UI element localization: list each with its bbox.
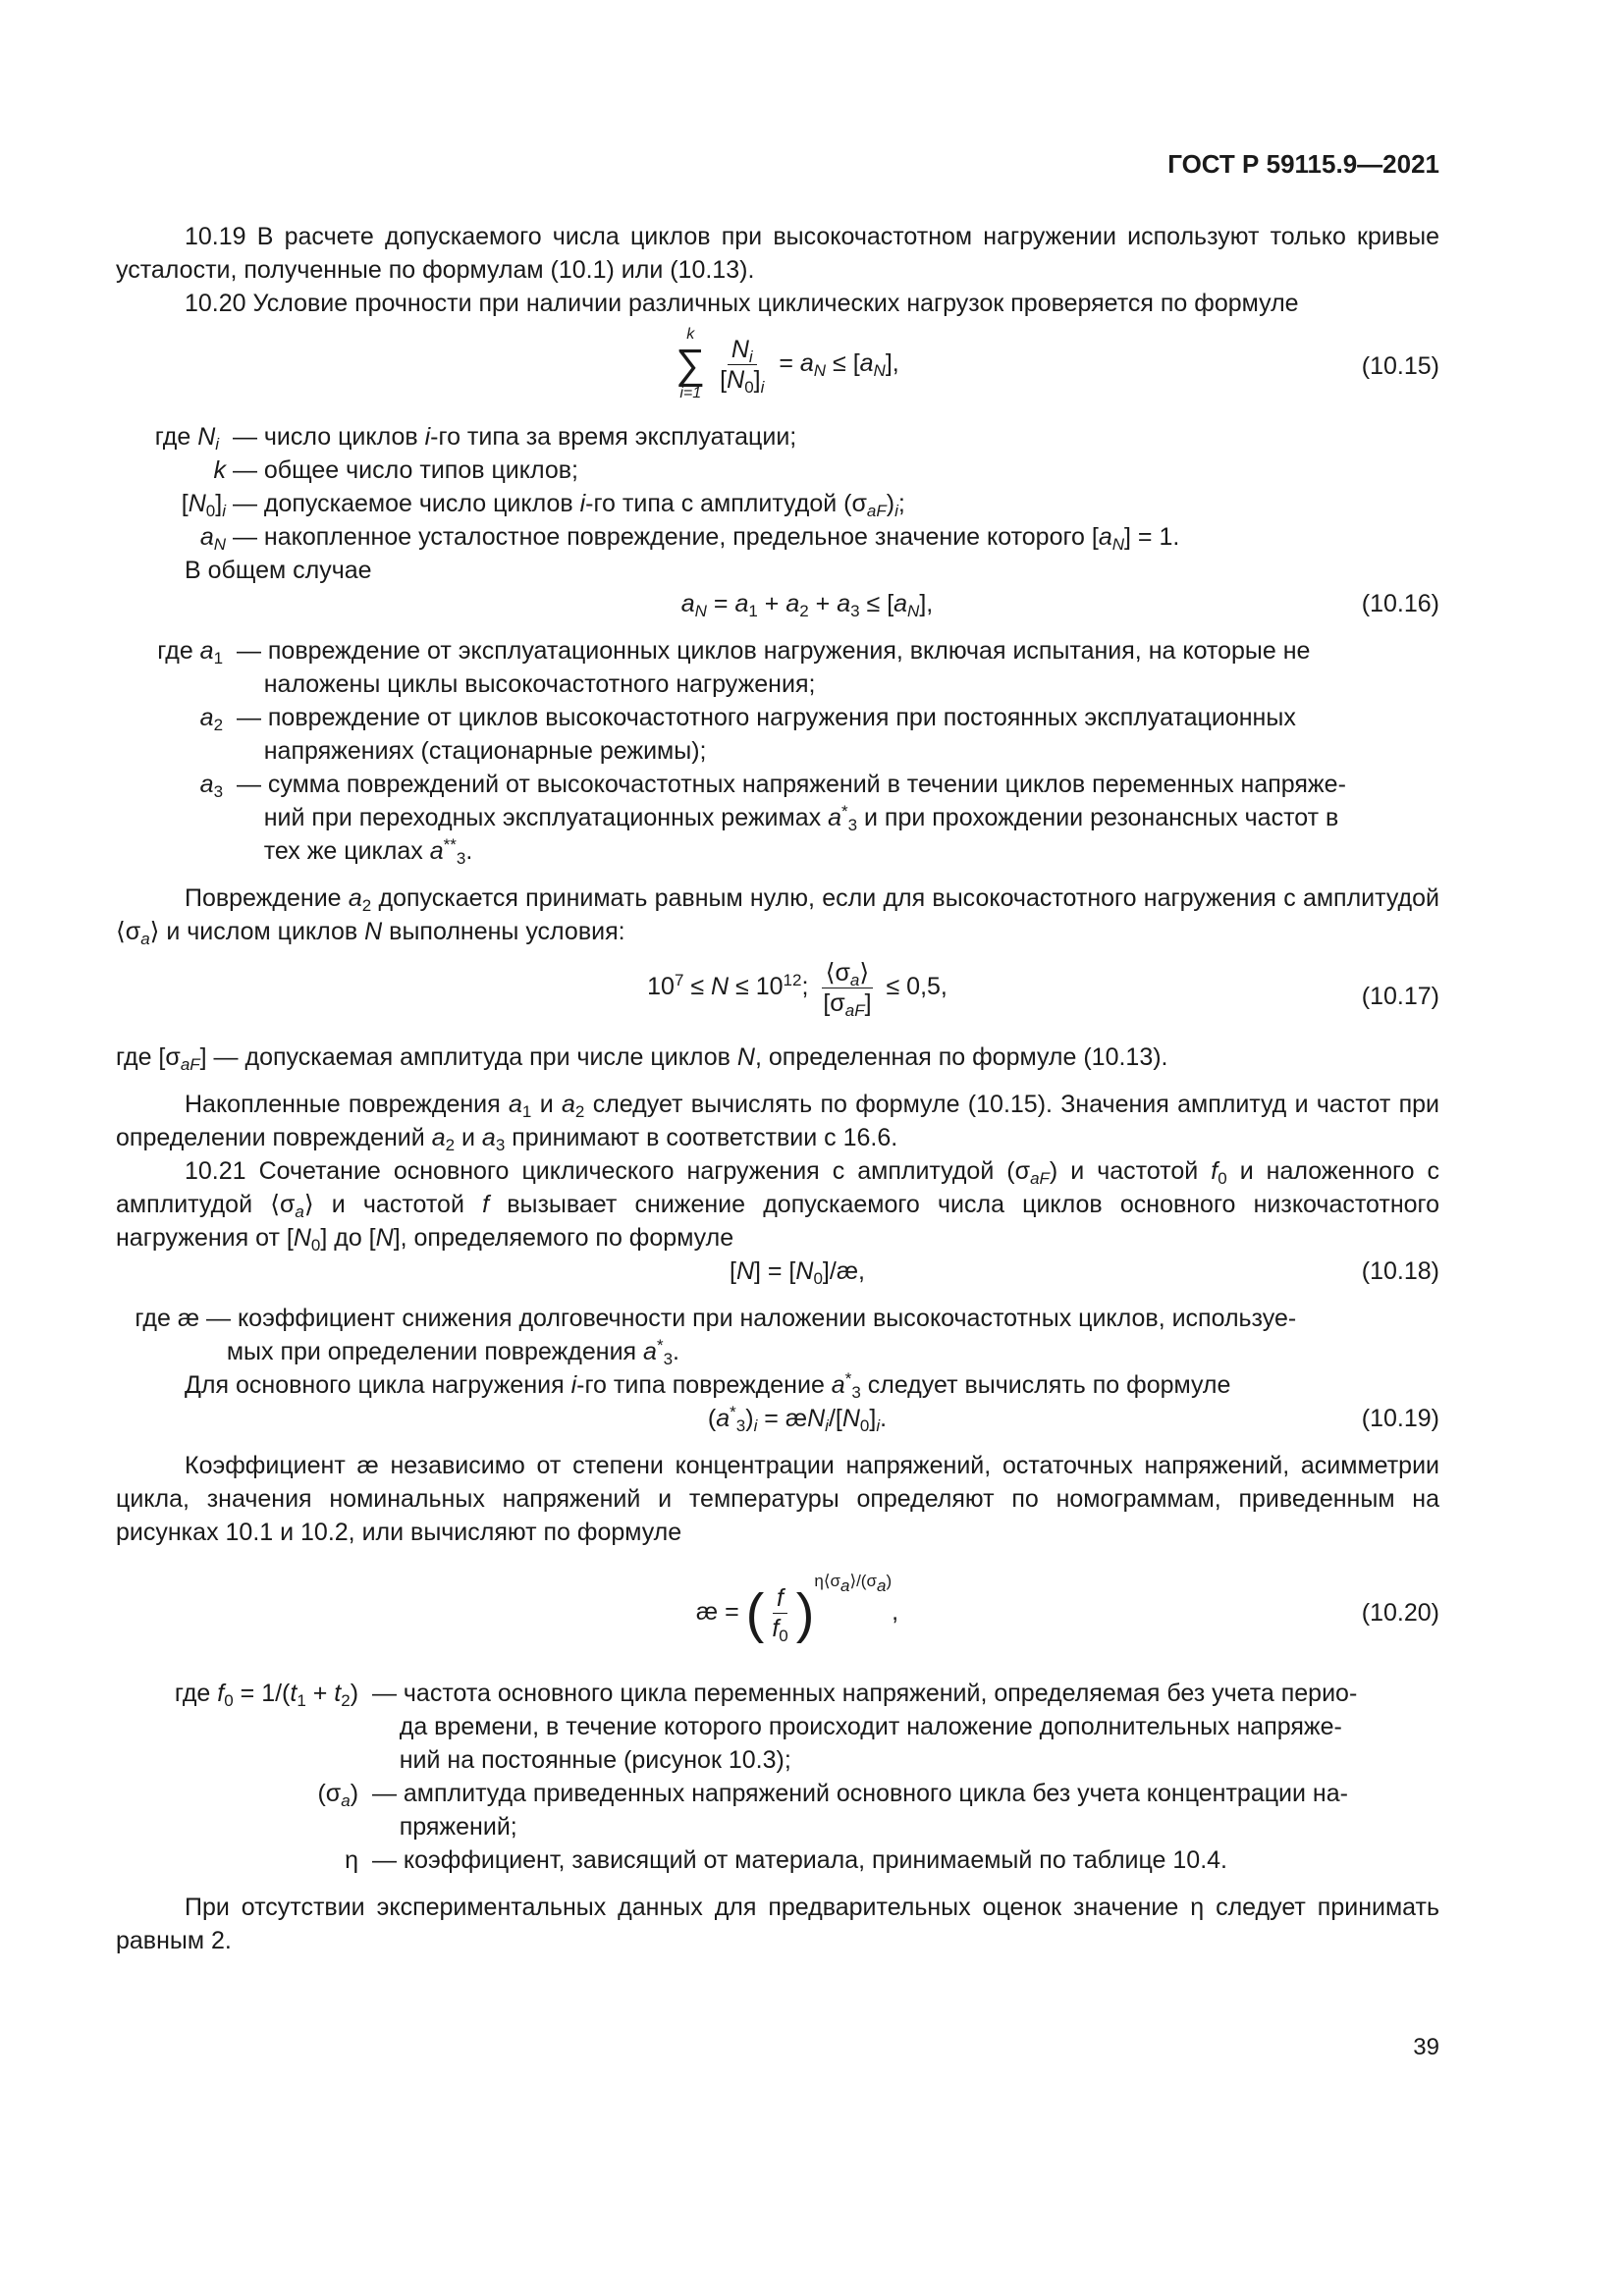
- page-number: 39: [1413, 2034, 1439, 2060]
- definition-10-18: где æ — коэффициент снижения долговечности при наложении высокочастотных циклов, используе- мых при определении повреждения $a^*_3$.: [135, 1305, 1297, 1368]
- formula-number-10-16: (10.16): [1361, 590, 1439, 617]
- formula-number-10-15: (10.15): [1361, 352, 1439, 380]
- paragraph-main-cycle: Для основного цикла нагружения i-го типа повреждение $a^*_3$ следует вычислять по формуле: [185, 1369, 1231, 1402]
- formula-number-10-17: (10.17): [1361, 983, 1439, 1010]
- formula-number-10-20: (10.20): [1361, 1599, 1439, 1627]
- definitions-10-15: [116, 420, 1439, 554]
- fraction-ni-n0i: $\frac{N_i}{[N_0]_i}$: [720, 335, 765, 397]
- formula-10-20: æ = ( $\frac{f}{f_0}$ )$^{\eta⟨\sigma_a⟩/(\sigma_a)}$, (10.20): [695, 1572, 1439, 1645]
- definition-10-17: где $[\sigma_{aF}]$ — допускаемая амплитуда при числе циклов N, определенная по формуле (10.13).: [116, 1043, 1168, 1074]
- paragraph-damage-a2: Повреждение $a_2$ допускается принимать равным нулю, если для высокочастотного нагружения с амплитудой $⟨\sigma_a⟩$ и числом циклов N выполнены условия:: [116, 884, 1439, 948]
- definition-row: где $a_1$ — повреждение от эксплуатационных циклов нагружения, включая испытания, на которые не наложены циклы высокочастотного нагружения;: [157, 637, 1311, 698]
- paragraph-10-21: 10.21 Сочетание основного циклического нагружения с амплитудой $(\sigma_{aF})$ и частотой $f_0$ и наложенного с амплитудой $⟨\sigma_a⟩$ и частотой f вызывает снижение допускаемого числа циклов основного низкочастотного нагружения от $[N_0]$ до [N], определяемого по формуле: [116, 1157, 1440, 1255]
- formula-10-19: $(a^*_3)_i$ = $æN_i/[N_0]_i$. (10.19): [707, 1403, 1439, 1435]
- page-body: [116, 220, 1439, 1957]
- definition-row: где $f_0 = 1/(t_1 + t_2)$ — частота основного цикла переменных напряжений, определяемая без учета перио- да времени, в течение которого происходит наложение дополнительных напряже- ний на постоянные (рисунок 10.3);: [174, 1680, 1358, 1774]
- definition-row: $a_N$ — накопленное усталостное повреждение, предельное значение которого $[a_N] = 1$.: [199, 523, 1180, 554]
- formula-number-10-18: (10.18): [1361, 1257, 1439, 1285]
- formula-number-10-19: (10.19): [1361, 1405, 1439, 1432]
- general-case-label: В общем случае: [185, 557, 372, 584]
- formula-10-17: $10^7 \le N \le 10^{12}$; $\frac{⟨\sigma_a⟩}{[\sigma_{aF}]}$ ≤ 0,5, (10.17): [647, 959, 1439, 1020]
- definition-row: $a_3$ — сумма повреждений от высокочастотных напряжений в течении циклов переменных напряже- ний при переходных эксплуатационных режимах $a^*_3$ и при прохождении резонансных частот в тех же циклах $a^{**}_3$.: [199, 771, 1346, 868]
- definitions-10-16: [116, 634, 1439, 868]
- definition-row: где $N_i$ — число циклов i-го типа за время эксплуатации;: [154, 423, 797, 454]
- definition-row: $(\sigma_a)$ — амплитуда приведенных напряжений основного цикла без учета концентрации на- пряжений;: [317, 1780, 1348, 1841]
- formula-10-16: $a_N = a_1 + a_2 + a_3 \le [a_N]$, (10.16): [116, 587, 1439, 620]
- definition-row: k — общее число типов циклов;: [213, 456, 578, 484]
- fraction-sigma-a-over-sigma-af: $\frac{⟨\sigma_a⟩}{[\sigma_{aF}]}$: [823, 959, 872, 1020]
- paragraph-10-20: 10.20 Условие прочности при наличии различных циклических нагрузок проверяется по формуле: [185, 290, 1299, 317]
- paragraph-accumulated-damage: Накопленные повреждения $a_1$ и $a_2$ следует вычислять по формуле (10.15). Значения амплитуд и частот при определении повреждений $a_2$ и $a_3$ принимают в соответствии с 16.6.: [116, 1091, 1439, 1154]
- formula-10-15-tail: = $a_N \le [a_N]$,: [779, 348, 899, 380]
- definition-row: $[N_0]_i$ — допускаемое число циклов i-го типа с амплитудой $(\sigma_{aF})_i$;: [181, 490, 905, 520]
- formula-10-15: [116, 320, 1439, 414]
- paragraph-10-19: 10.19 В расчете допускаемого числа циклов при высокочастотном нагружении используют только кривые усталости, полученные по формулам (10.1) или (10.13).: [116, 223, 1439, 284]
- sum-lower-limit: i=1: [679, 385, 702, 401]
- document-code-header: ГОСТ Р 59115.9—2021: [1167, 149, 1439, 179]
- paragraph-coefficient: Коэффициент æ независимо от степени концентрации напряжений, остаточных напряжений, асимметрии цикла, значения номинальных напряжений и температуры определяют по номограммам, приведенным на рисунках 10.1 и 10.2, или вычисляют по формуле: [116, 1452, 1439, 1546]
- sum-symbol: k ∑ i=1: [676, 326, 706, 401]
- paragraph-final: При отсутствии экспериментальных данных для предварительных оценок значение η следует принимать равным 2.: [116, 1894, 1439, 1954]
- fraction-f-over-f0: $\frac{f}{f_0}$: [772, 1583, 788, 1645]
- definition-row: $a_2$ — повреждение от циклов высокочастотного нагружения при постоянных эксплуатационных напряжениях (стационарные режимы);: [199, 704, 1296, 765]
- sum-upper-limit: k: [686, 326, 695, 343]
- definitions-10-20: [116, 1677, 1439, 1877]
- definition-row: η — коэффициент, зависящий от материала, принимаемый по таблице 10.4.: [345, 1846, 1227, 1874]
- formula-10-18: $[N] = [N_0]/æ$, (10.18): [116, 1255, 1439, 1288]
